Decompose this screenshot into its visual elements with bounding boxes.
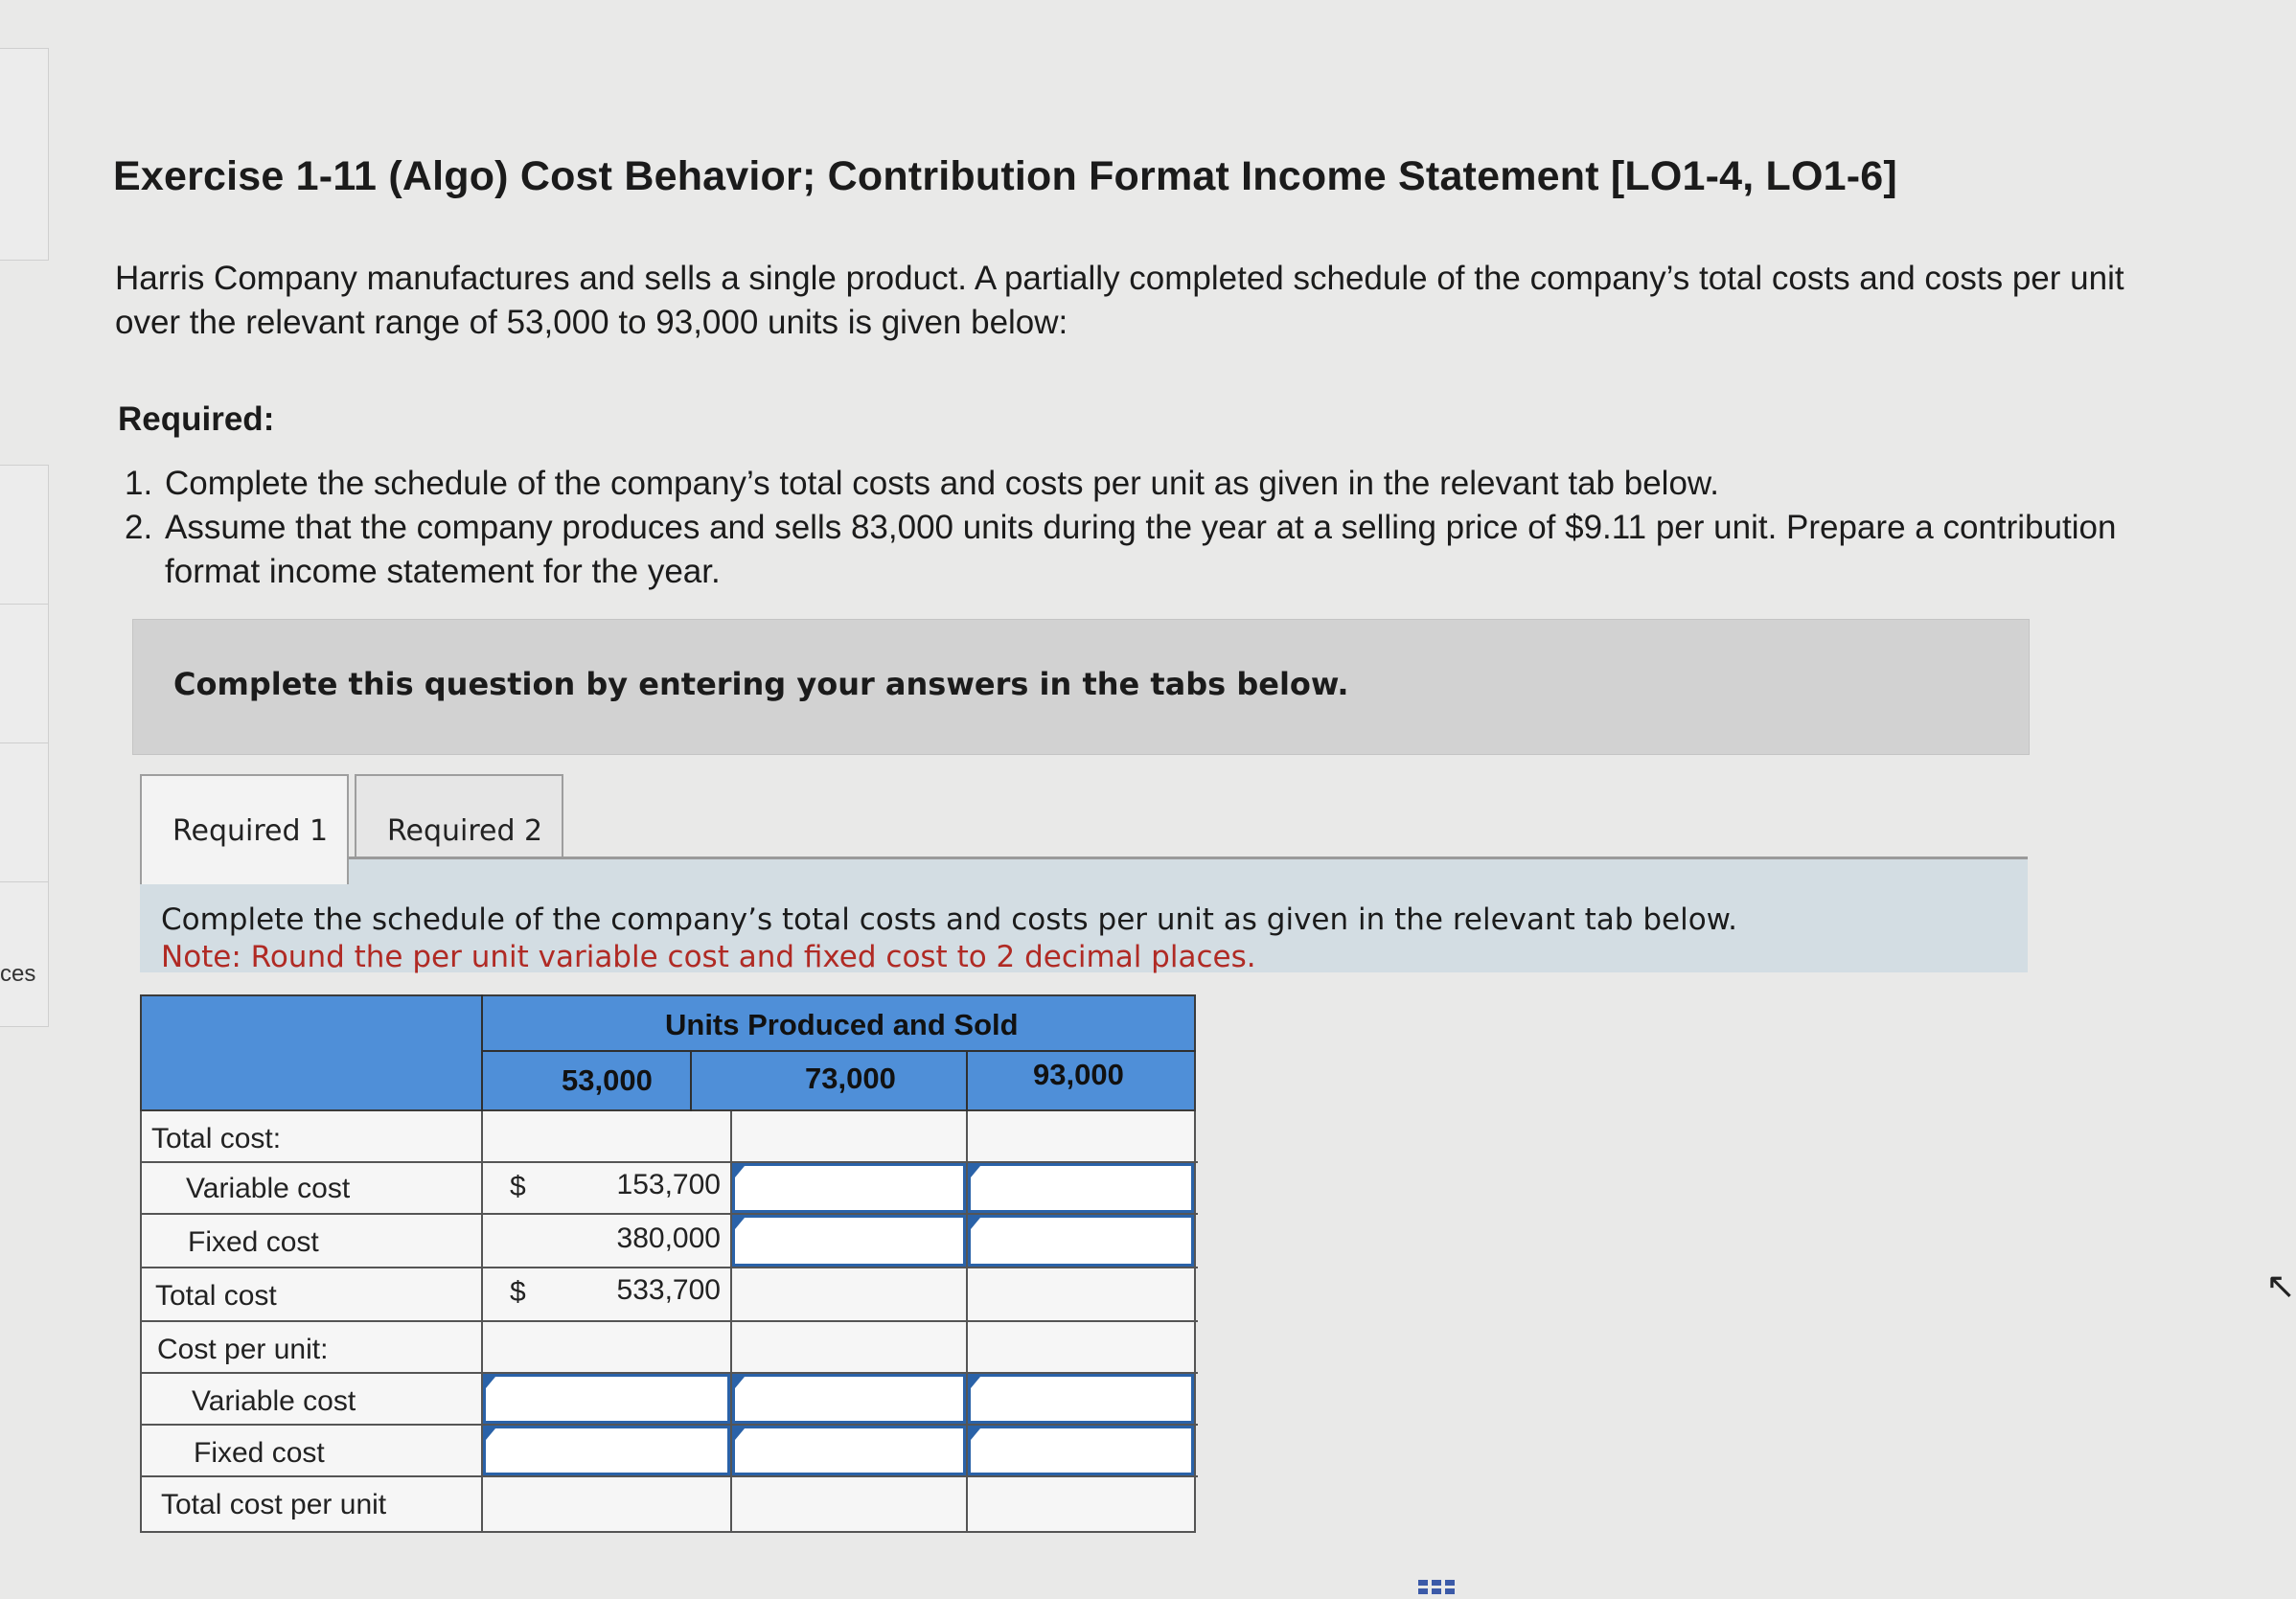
requirement-text: Complete the schedule of the company’s total costs and costs per unit as given in the relevant tab below. bbox=[165, 465, 1719, 502]
variable-cost-per-unit-53000-input[interactable] bbox=[483, 1374, 730, 1424]
fixed-cost-per-unit-73000-input[interactable] bbox=[732, 1426, 966, 1475]
row-label-total-cost: Total cost bbox=[155, 1280, 277, 1312]
exercise-title: Exercise 1-11 (Algo) Cost Behavior; Contribution Format Income Statement [LO1-4, LO1-6] bbox=[113, 153, 1897, 199]
tab-label: Required 1 bbox=[172, 814, 329, 848]
variable-cost-93000-input[interactable] bbox=[968, 1163, 1194, 1213]
sidebar-panel[interactable] bbox=[0, 742, 49, 883]
column-header-73000: 73,000 bbox=[805, 1062, 896, 1095]
table-body bbox=[140, 1111, 1196, 1533]
grid-menu-icon[interactable] bbox=[1418, 1580, 1458, 1595]
fixed-cost-53000: 380,000 bbox=[616, 1222, 721, 1254]
fixed-cost-73000-input[interactable] bbox=[732, 1215, 966, 1267]
row-label-total-cost-per-unit: Total cost per unit bbox=[161, 1489, 387, 1520]
header-divider bbox=[690, 1050, 692, 1111]
header-divider bbox=[481, 994, 483, 1111]
row-label-cost-per-unit-heading: Cost per unit: bbox=[157, 1334, 329, 1365]
tab-label: Required 2 bbox=[387, 814, 543, 848]
requirement-text: Assume that the company produces and sells 83,000 units during the year at a selling price of $9.11 per unit. Prepare a contribution format income statement for the year. bbox=[165, 509, 2117, 590]
fixed-cost-93000-input[interactable] bbox=[968, 1215, 1194, 1267]
sidebar-panel[interactable] bbox=[0, 604, 49, 744]
mouse-cursor-icon: ↖ bbox=[2265, 1267, 2296, 1307]
tab-instructions bbox=[140, 859, 2028, 972]
sidebar-panel[interactable] bbox=[0, 881, 49, 1027]
row-label-variable-cost-per-unit: Variable cost bbox=[192, 1385, 356, 1417]
variable-cost-73000-input[interactable] bbox=[732, 1163, 966, 1213]
column-header-53000: 53,000 bbox=[562, 1063, 653, 1097]
row-label-total-cost-heading: Total cost: bbox=[151, 1123, 282, 1154]
currency-symbol: $ bbox=[510, 1276, 526, 1308]
row-divider bbox=[142, 1320, 1198, 1322]
row-divider bbox=[142, 1475, 1198, 1477]
cost-schedule-table bbox=[140, 994, 1196, 1533]
left-sidebar bbox=[0, 48, 48, 1025]
bottom-navigation bbox=[1418, 1576, 1706, 1599]
requirement-number: 1. bbox=[125, 465, 153, 502]
instruction-banner bbox=[132, 619, 2030, 755]
variable-cost-per-unit-73000-input[interactable] bbox=[732, 1374, 966, 1424]
variable-cost-53000: 153,700 bbox=[616, 1169, 721, 1200]
instruction-banner-text: Complete this question by entering your answers in the tabs below. bbox=[173, 666, 1349, 702]
column-header-93000: 93,000 bbox=[1033, 1058, 1124, 1091]
requirements-list bbox=[125, 462, 2214, 594]
fixed-cost-per-unit-93000-input[interactable] bbox=[968, 1426, 1194, 1475]
total-cost-53000: 533,700 bbox=[616, 1274, 721, 1306]
sidebar-panel[interactable] bbox=[0, 465, 49, 605]
requirement-item bbox=[125, 506, 2214, 594]
tab-instruction: Complete the schedule of the company’s total costs and costs per unit as given in the relevant tab below. bbox=[161, 902, 1738, 937]
exercise-intro: Harris Company manufactures and sells a single product. A partially completed schedule of the company’s total costs and costs per unit over the relevant range of 53,000 to 93,000 units is given below: bbox=[115, 260, 2124, 341]
row-label-variable-cost: Variable cost bbox=[186, 1173, 351, 1204]
required-heading: Required: bbox=[118, 400, 275, 438]
row-label-fixed-cost-per-unit: Fixed cost bbox=[194, 1437, 325, 1469]
sidebar-label: ces bbox=[0, 961, 36, 987]
fixed-cost-per-unit-53000-input[interactable] bbox=[483, 1426, 730, 1475]
requirement-number: 2. bbox=[125, 509, 153, 546]
tab-instructions-text bbox=[161, 902, 1737, 976]
sidebar-panel[interactable] bbox=[0, 48, 49, 261]
rounding-note: Note: Round the per unit variable cost and fixed cost to 2 decimal places. bbox=[161, 940, 1256, 974]
units-group-header: Units Produced and Sold bbox=[665, 1008, 1019, 1041]
currency-symbol: $ bbox=[510, 1171, 526, 1202]
header-divider bbox=[481, 1050, 1196, 1052]
requirement-item bbox=[125, 462, 2214, 506]
header-divider bbox=[966, 1050, 968, 1111]
tab-required-1[interactable] bbox=[140, 774, 349, 884]
variable-cost-per-unit-93000-input[interactable] bbox=[968, 1374, 1194, 1424]
row-divider bbox=[142, 1267, 1198, 1268]
row-label-fixed-cost: Fixed cost bbox=[188, 1226, 319, 1258]
